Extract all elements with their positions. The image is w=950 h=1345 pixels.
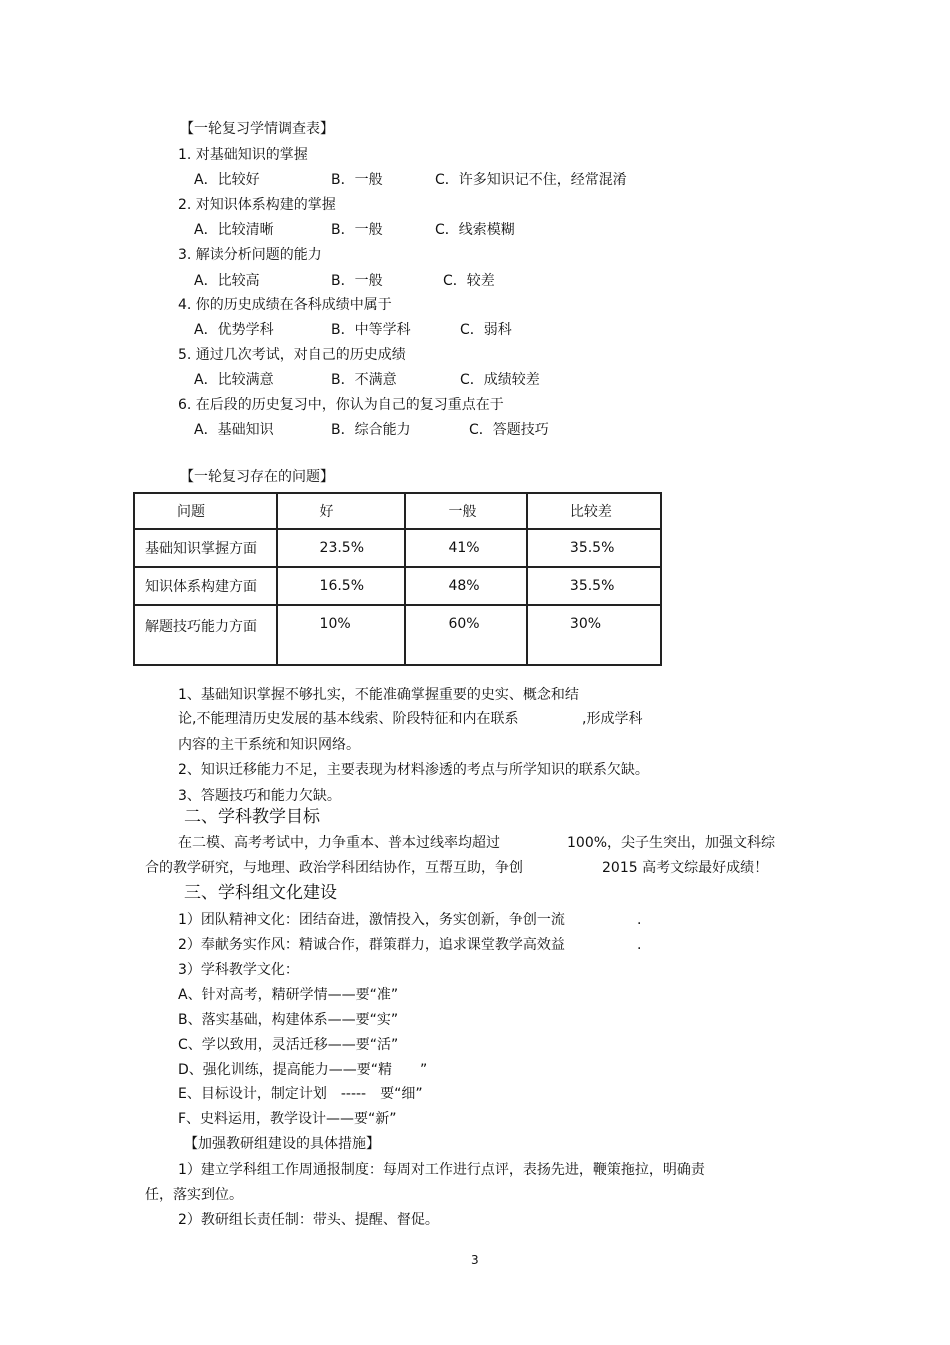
goals-heading: 二、学科教学目标 — [184, 807, 320, 827]
option-6c: C．答题技巧 — [469, 422, 549, 438]
table-row — [134, 567, 661, 605]
note-1-line-1: 1、基础知识掌握不够扎实，不能准确掌握重要的史实、概念和结 — [178, 687, 579, 703]
table-cell: 48% — [405, 567, 526, 605]
option-6a: A．基础知识 — [194, 422, 274, 438]
goals-line-1b: 100%，尖子生突出，加强文科综 — [567, 835, 776, 851]
table-cell: 35.5% — [527, 529, 661, 567]
table-row — [134, 529, 661, 567]
table-cell: 60% — [405, 605, 526, 665]
question-6: 6. 在后段的历史复习中，你认为自己的复习重点在于 — [178, 397, 504, 413]
table-cell: 10% — [277, 605, 406, 665]
question-4: 4. 你的历史成绩在各科成绩中属于 — [178, 297, 392, 313]
option-3a: A．比较高 — [194, 273, 260, 289]
culture-item-3: 3）学科教学文化： — [178, 962, 299, 978]
measure-2: 2）教研组长责任制：带头、提醒、督促。 — [178, 1212, 439, 1228]
goals-line-1a: 在二模、高考考试中，力争重本、普本过线率均超过 — [178, 835, 500, 851]
problems-table — [133, 492, 662, 666]
header-cell: 问题 — [134, 493, 277, 529]
culture-list-item: B、落实基础，构建体系——要“实” — [178, 1012, 399, 1028]
measure-1-line-1: 1）建立学科组工作周通报制度：每周对工作进行点评，表扬先进，鞭策拖拉，明确责 — [178, 1162, 705, 1178]
option-4c: C．弱科 — [460, 322, 512, 338]
culture-list-item: F、史料运用，教学设计——要“新” — [178, 1111, 397, 1127]
note-2: 2、知识迁移能力不足，主要表现为材料渗透的考点与所学知识的联系欠缺。 — [178, 762, 649, 778]
culture-item-1-end: . — [637, 912, 642, 928]
table-cell: 基础知识掌握方面 — [134, 529, 277, 567]
table-cell: 知识体系构建方面 — [134, 567, 277, 605]
culture-item-1: 1）团队精神文化：团结奋进，激情投入，务实创新，争创一流 — [178, 912, 565, 928]
measures-title: 【加强教研组建设的具体措施】 — [184, 1136, 380, 1152]
question-5: 5. 通过几次考试，对自己的历史成绩 — [178, 347, 406, 363]
table-cell: 30% — [527, 605, 661, 665]
culture-list-item: E、目标设计，制定计划 ----- 要“细” — [178, 1086, 423, 1102]
option-5c: C．成绩较差 — [460, 372, 540, 388]
survey-title: 【一轮复习学情调查表】 — [180, 121, 334, 137]
table-cell: 解题技巧能力方面 — [134, 605, 277, 665]
goals-line-2a: 合的教学研究，与地理、政治学科团结协作，互帮互助，争创 — [145, 860, 523, 876]
culture-list-item: A、针对高考，精研学情——要“准” — [178, 987, 399, 1003]
goals-line-2b: 2015 高考文综最好成绩！ — [602, 860, 769, 876]
option-2c: C．线索模糊 — [435, 222, 515, 238]
page-number: 3 — [471, 1253, 479, 1267]
table-cell: 16.5% — [277, 567, 406, 605]
note-1-line-2b: ,形成学科 — [582, 711, 643, 727]
option-2b: B．一般 — [331, 222, 383, 238]
culture-item-2: 2）奉献务实作风：精诚合作，群策群力，追求课堂教学高效益 — [178, 937, 565, 953]
note-1-line-2a: 论,不能理清历史发展的基本线索、阶段特征和内在联系 — [178, 711, 519, 727]
question-1: 1. 对基础知识的掌握 — [178, 147, 308, 163]
option-4b: B．中等学科 — [331, 322, 411, 338]
header-cell: 比较差 — [527, 493, 661, 529]
note-1-line-3: 内容的主干系统和知识网络。 — [178, 737, 360, 753]
table-cell: 23.5% — [277, 529, 406, 567]
option-3c: C．较差 — [443, 273, 495, 289]
header-cell: 一般 — [405, 493, 526, 529]
option-2a: A．比较清晰 — [194, 222, 274, 238]
table-cell: 41% — [405, 529, 526, 567]
note-3: 3、答题技巧和能力欠缺。 — [178, 788, 341, 804]
question-3: 3. 解读分析问题的能力 — [178, 247, 322, 263]
culture-item-2-end: . — [637, 937, 642, 953]
option-1c: C．许多知识记不住，经常混淆 — [435, 172, 627, 188]
option-1b: B．一般 — [331, 172, 383, 188]
table-header-row — [134, 493, 661, 529]
option-5a: A．比较满意 — [194, 372, 274, 388]
culture-list-item: D、强化训练，提高能力——要“精 ” — [178, 1062, 428, 1078]
option-6b: B．综合能力 — [331, 422, 411, 438]
question-2: 2. 对知识体系构建的掌握 — [178, 197, 336, 213]
problems-title: 【一轮复习存在的问题】 — [180, 469, 334, 485]
option-5b: B．不满意 — [331, 372, 397, 388]
option-1a: A．比较好 — [194, 172, 260, 188]
header-cell: 好 — [277, 493, 406, 529]
table-cell: 35.5% — [527, 567, 661, 605]
option-4a: A．优势学科 — [194, 322, 274, 338]
culture-heading: 三、学科组文化建设 — [184, 883, 337, 903]
table-row — [134, 605, 661, 665]
option-3b: B．一般 — [331, 273, 383, 289]
culture-list-item: C、学以致用，灵活迁移——要“活” — [178, 1037, 399, 1053]
measure-1-line-2: 任，落实到位。 — [145, 1187, 243, 1203]
